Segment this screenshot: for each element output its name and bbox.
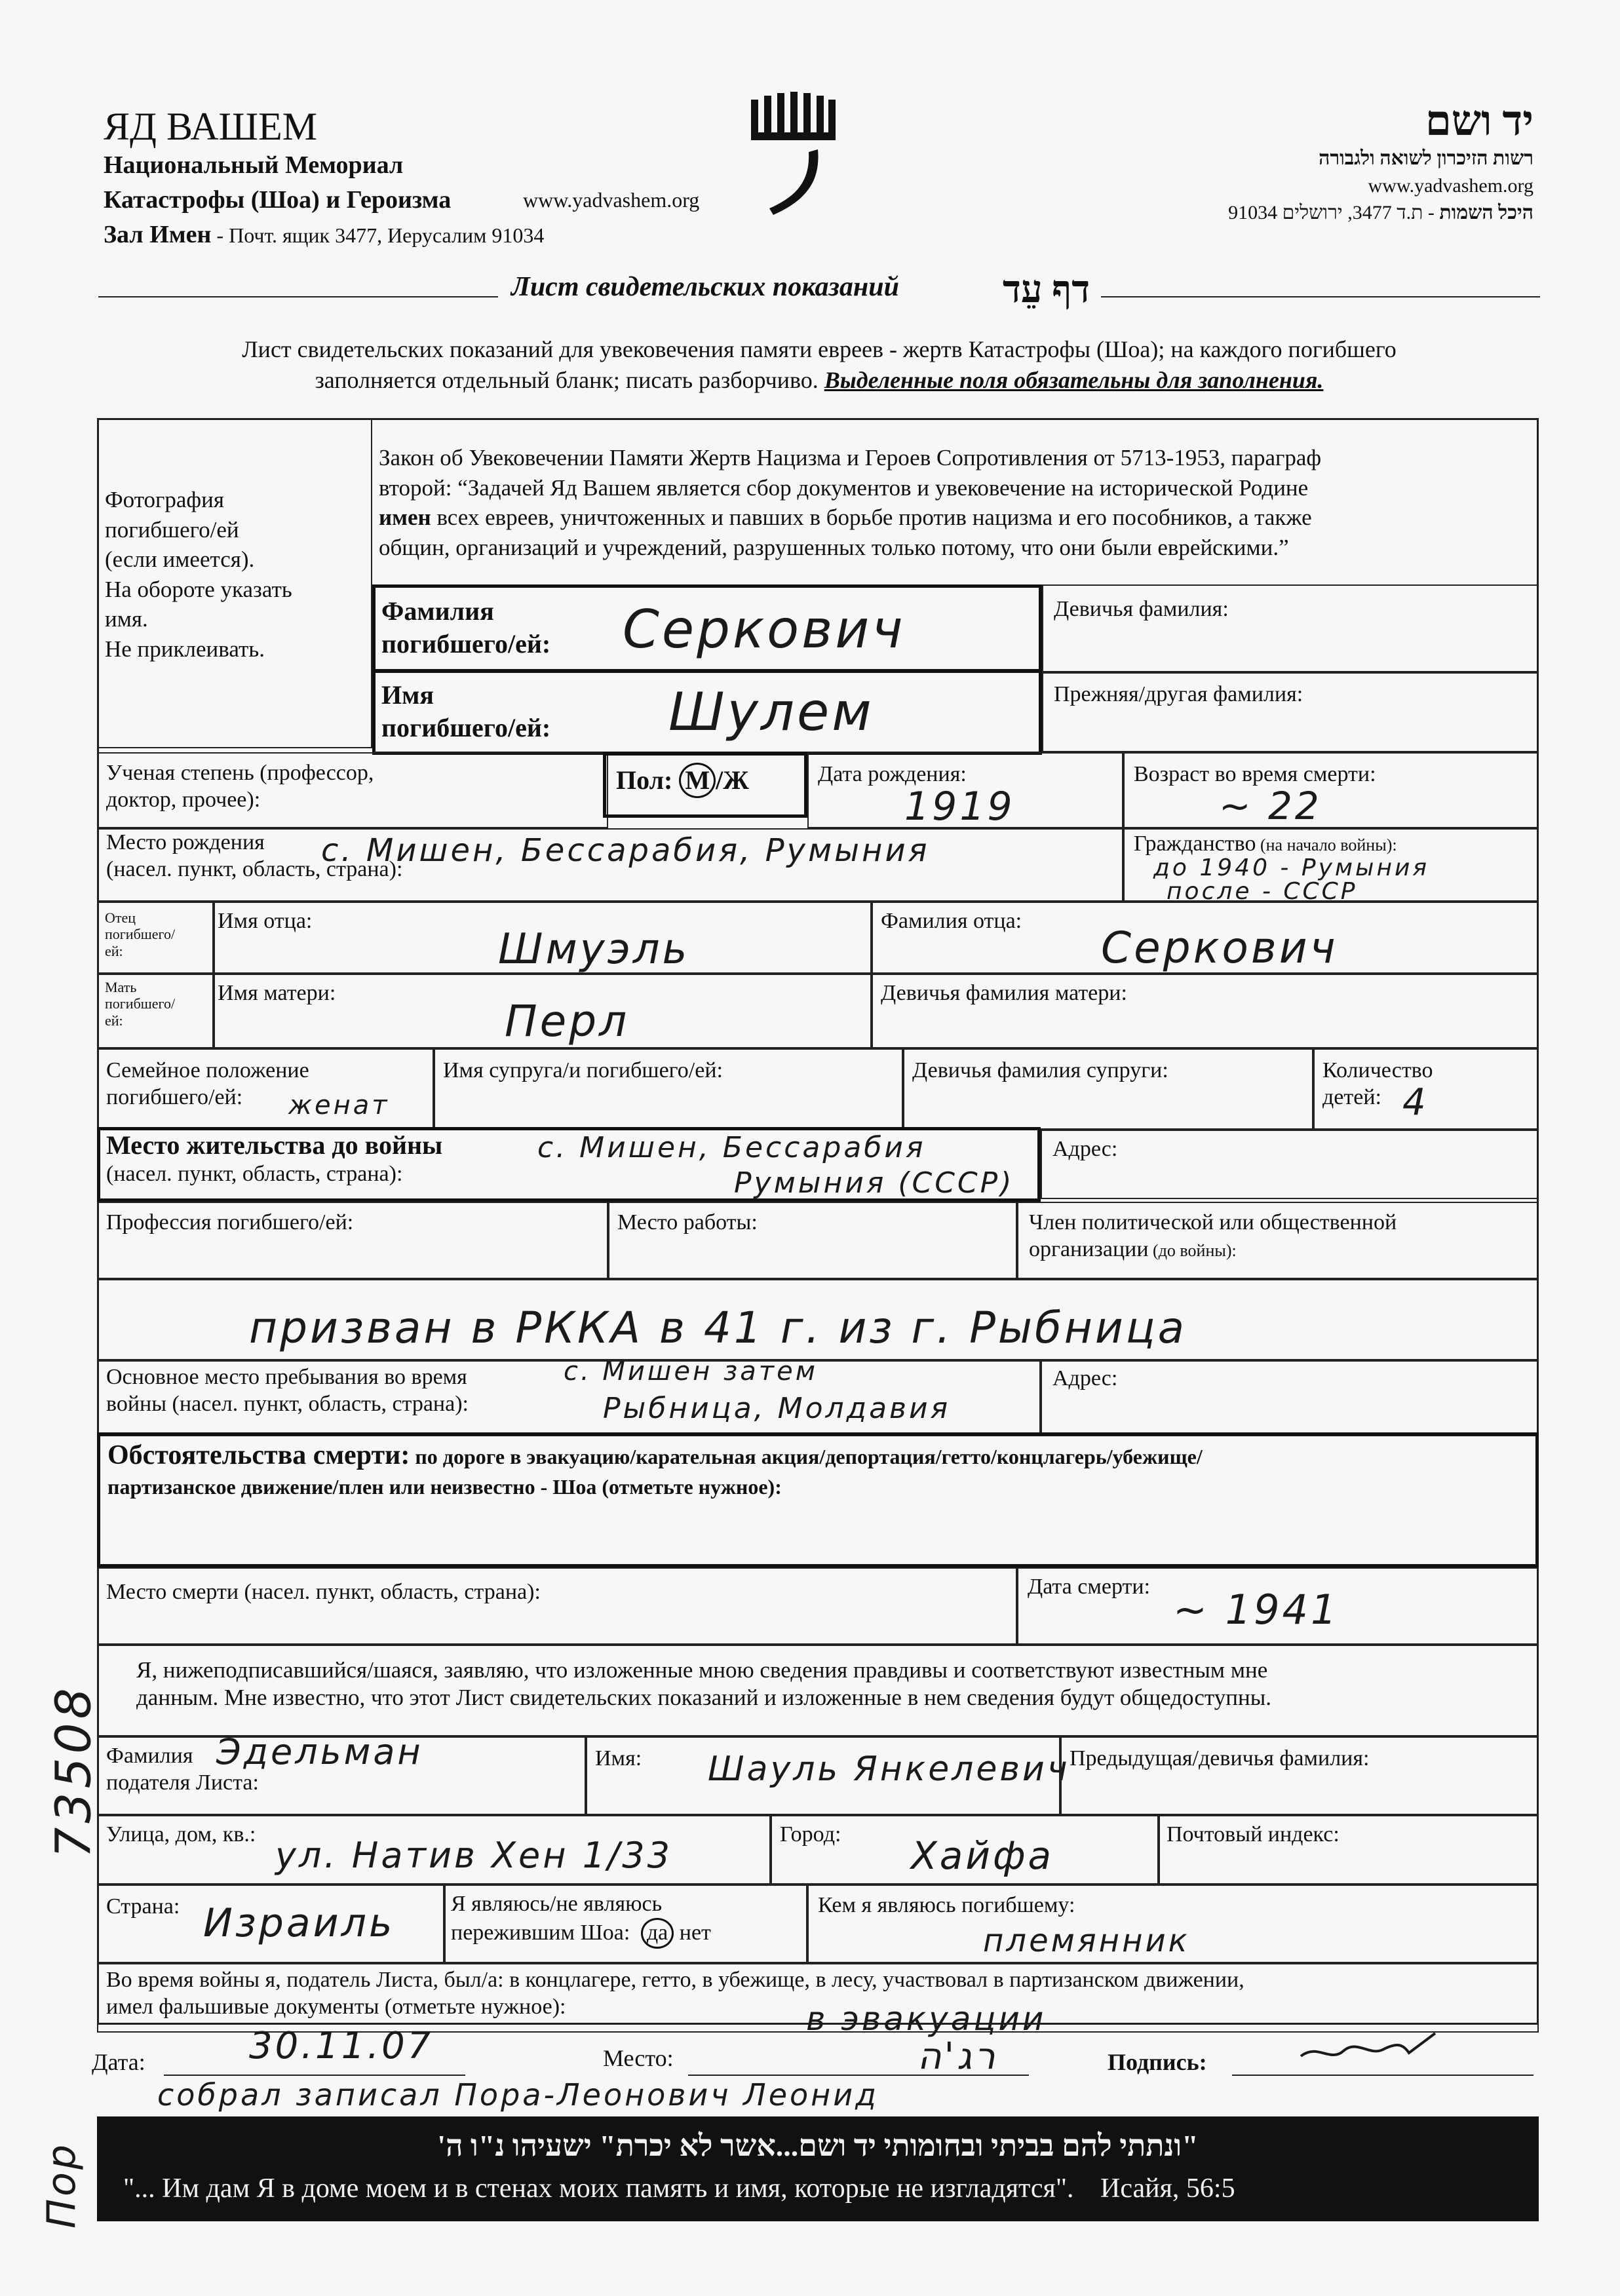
submitter-name-label: Имя: [595,1746,642,1770]
firstname-label-2: погибшего/ей: [381,713,551,742]
sex-option-m[interactable]: М [679,763,716,798]
intro-line2: заполняется отдельный бланк; писать разборчиво. [315,366,824,393]
degree-label [106,760,374,814]
spouse-maiden-label: Девичья фамилия супруги: [912,1058,1168,1082]
war-place-label-2: войны (насел. пункт, область, страна): [106,1391,469,1416]
signature-label: Подпись: [1108,2049,1207,2075]
margin-id: 73508 [45,1684,102,1858]
firstname-label-1: Имя [381,680,434,710]
membership-label [1029,1210,1397,1263]
mother-side-1: Мать [105,979,137,995]
city-value: Хайфа [911,1833,1054,1878]
org-line2: Катастрофы (Шоа) и Героизма [104,186,452,214]
title-rule-left [98,296,498,297]
mother-side-label [105,979,175,1029]
street-value: ул. Натив Хен 1/33 [275,1835,672,1876]
degree-label-2: доктор, прочее): [106,787,261,812]
wartime-label [106,1967,1244,2021]
other-surname-label: Прежняя/другая фамилия: [1054,682,1303,706]
header-right [1114,98,1533,227]
mother-maiden-label: Девичья фамилия матери: [881,981,1127,1005]
photo-note [105,485,292,664]
law-names: имен [379,505,431,530]
submitter-name-value: Шауль Янкелевич [708,1750,1070,1789]
law-line4: общин, организаций и учреждений, разрушенных только потому, что они были еврейскими.” [379,534,1289,560]
birthdate-value: 1919 [904,784,1015,830]
war-place-label-1: Основное место пребывания во время [106,1365,467,1389]
wartime-label-2: имел фальшивые документы (отметьте нужное): [106,1994,566,2019]
relation-value: племянник [983,1923,1190,1959]
intro-line1: Лист свидетельских показаний для увековечения памяти евреев - жертв Катастрофы (Шоа); на каждого погибшего [242,336,1397,362]
father-surname-label: Фамилия отца: [881,909,1022,933]
form-title-he: דף עֵד [1003,268,1090,311]
title-rule-right [1101,296,1540,297]
footer-russian-line [123,2173,1513,2204]
photo-note-l1: Фотография [105,487,224,512]
place-label: Место: [603,2045,674,2071]
survivor-label-2: пережившим Шоа: [451,1920,630,1945]
children-value: 4 [1402,1081,1429,1124]
submitter-surname-label-1: Фамилия [106,1744,193,1768]
po-box: - Почт. ящик 3477, Иерусалим 91034 [211,223,545,248]
father-side-label [105,909,175,959]
city-label: Город: [780,1822,841,1846]
birthplace-label-1: Место рождения [106,830,265,854]
citizenship-label-text: Гражданство [1134,832,1256,856]
margin-note: Пор [38,2142,85,2229]
org-name-he: יד ושם [1425,98,1533,144]
hall-of-names-he: היכל השמות [1439,201,1533,223]
citizenship-value-2: после - СССР [1167,878,1358,905]
residence-value-1: с. Мишен, Бессарабия [537,1131,926,1164]
menorah-logo-icon [747,92,839,223]
relation-label: Кем я являюсь погибшему: [818,1893,1075,1917]
law-line3: всех евреев, уничтоженных и павших в борьбе против нацизма и его пособников, а также [431,505,1312,530]
photo-note-l2: погибшего/ей [105,516,239,543]
surname-label-2: погибшего/ей: [381,629,551,659]
marital-label-2: погибшего/ей: [106,1084,243,1109]
sex-label [616,763,749,798]
photo-note-l3: (если имеется). [105,546,255,572]
intro-required: Выделенные поля обязательны для заполнения. [824,366,1324,393]
death-place-label: Место смерти (насел. пункт, область, страна): [106,1580,541,1604]
children-label-1: Количество [1322,1058,1433,1082]
survivor-option-yes[interactable]: да [641,1918,674,1949]
residence-label-2: (насел. пункт, область, страна): [106,1162,403,1186]
residence-value-2: Румыния (СССР) [734,1166,1014,1200]
declaration-text [136,1656,1271,1712]
declaration-line1: Я, нижеподписавшийся/шаяся, заявляю, что изложенные мною сведения правдивы и соответствуют известным мне [136,1657,1268,1683]
submitter-prev-label: Предыдущая/девичья фамилия: [1070,1746,1370,1770]
citizenship-value-1: до 1940 - Румыния [1153,854,1430,881]
wartime-label-1: Во время войны я, податель Листа, был/а: в концлагере, гетто, в убежище, в лесу, участвовал в партизанском движении, [106,1968,1244,1992]
collector-note: собрал записал Пора-Леонович Леонид [157,2077,879,2113]
age-at-death-value: ~ 22 [1219,784,1322,828]
death-date-label: Дата смерти: [1028,1575,1151,1599]
marital-label [106,1058,309,1111]
residence-address-label: Адрес: [1052,1137,1118,1161]
death-date-value: ~ 1941 [1173,1586,1340,1634]
org-line1: Национальный Мемориал [104,151,404,179]
firstname-label [381,679,550,744]
footer-russian: "... Им дам Я в доме моем и в стенах моих память и имя, которые не изгладятся". [123,2173,1074,2204]
photo-note-l4: На обороте указать [105,576,292,602]
spouse-name-label: Имя супруга/и погибшего/ей: [443,1058,723,1082]
degree-label-1: Ученая степень (профессор, [106,761,374,785]
date-line [164,2075,465,2076]
war-place-value-1: с. Мишен затем [564,1356,818,1387]
survivor-option-no[interactable]: нет [674,1920,711,1945]
citizenship-label [1134,831,1397,858]
date-label: Дата: [92,2049,145,2075]
submitter-surname-label-2: подателя Листа: [106,1770,259,1795]
citizenship-label-note: (на начало войны): [1256,835,1397,854]
firstname-value: Шулем [668,681,874,742]
surname-label-1: Фамилия [381,596,494,626]
footer-hebrew: "ונתתי להם בביתי ובחומותי יד ושם...אשר לא יכרת" ישעיהו נ"ו ה' [437,2129,1199,2162]
birthplace-value: с. Мишен, Бессарабия, Румыния [321,832,930,869]
footer-source: Исайя, 56:5 [1100,2173,1235,2204]
website-he: www.yadvashem.org [1368,174,1533,197]
circumstances-label [107,1439,1203,1500]
website-ru: www.yadvashem.org [523,188,700,212]
yad-vashem-logo [747,92,839,223]
circumstances-options-1: по дороге в эвакуацию/карательная акция/депортация/гетто/концлагерь/убежище/ [410,1445,1203,1468]
birthplace-label-2: (насел. пункт, область, страна): [106,856,403,881]
children-label-2: детей: [1322,1084,1381,1109]
signature-scribble [1298,2030,1442,2076]
country-label: Страна: [106,1894,180,1919]
membership-label-2: организации [1029,1236,1149,1261]
profession-label: Профессия погибшего/ей: [106,1210,354,1234]
maiden-name-label: Девичья фамилия: [1054,597,1229,621]
father-name-value: Шмуэль [498,925,690,974]
birthdate-label: Дата рождения: [818,762,967,786]
sex-label-text: Пол: [616,765,673,795]
authority-he: רשות הזיכרון לשואה ולגבורה [1319,147,1533,170]
membership-label-note: (до войны): [1148,1240,1237,1260]
survivor-label-1: Я являюсь/не являюсь [451,1892,663,1916]
father-surname-value: Серкович [1101,923,1338,973]
circumstances-title: Обстоятельства смерти: [107,1440,410,1470]
father-name-label: Имя отца: [218,909,313,933]
date-value: 30.11.07 [249,2025,434,2067]
org-name-ru: ЯД ВАШЕМ [104,105,318,148]
surname-label [381,595,550,660]
workplace-label: Место работы: [617,1210,758,1234]
survivor-label [451,1891,711,1949]
age-at-death-label: Возраст во время смерти: [1134,762,1376,786]
father-side-2: погибшего/ [105,926,176,943]
residence-label-1: Место жительства до войны [106,1130,443,1160]
law-line1: Закон об Увековечении Памяти Жертв Нацизма и Героев Сопротивления от 5713-1953, параграф [379,445,1322,470]
law-text [379,443,1532,562]
circumstances-options-2: партизанское движение/плен или неизвестно - Шоа (отметьте нужное): [107,1475,782,1499]
membership-label-1: Член политической или общественной [1029,1210,1397,1234]
residence-label [106,1130,442,1188]
submitter-surname-value: Эдельман [216,1731,423,1772]
photo-note-l5: имя. [105,606,148,632]
law-line2: второй: “Задачей Яд Вашем является сбор документов и увековечение на исторической Родине [379,474,1309,501]
sex-option-f[interactable]: /Ж [716,765,749,795]
country-value: Израиль [203,1900,395,1946]
mother-side-3: ей: [105,1012,123,1029]
wartime-value: в эвакуации [806,2000,1047,2038]
war-place-value-2: Рыбница, Молдавия [603,1392,951,1425]
surname-value: Серкович [623,599,906,660]
header-left [104,105,726,253]
father-side-3: ей: [105,942,123,959]
zip-label: Почтовый индекс: [1167,1822,1340,1846]
war-place-label [106,1364,469,1418]
place-value: רג'ה [917,2035,998,2078]
war-address-label: Адрес: [1052,1366,1118,1390]
father-side-1: Отец [105,909,136,926]
marital-value: женат [288,1090,390,1120]
mother-side-2: погибшего/ [105,995,176,1012]
photo-note-l6: Не приклеивать. [105,636,265,662]
intro [98,334,1540,396]
marital-label-1: Семейное положение [106,1058,309,1082]
hall-of-names: Зал Имен [104,221,212,249]
form-title-ru: Лист свидетельских показаний [511,272,899,302]
address-he: - ת.ד 3477, ירושלים 91034 [1228,201,1440,223]
declaration-line2: данным. Мне известно, что этот Лист свидетельских показаний и изложенные в нем сведения будут общедоступны. [136,1685,1271,1710]
footer-banner [97,2116,1539,2221]
mother-name-label: Имя матери: [218,981,336,1005]
mother-name-value: Перл [505,996,630,1046]
street-label: Улица, дом, кв.: [106,1822,256,1846]
war-note-value: призван в РККА в 41 г. из г. Рыбница [249,1303,1187,1353]
